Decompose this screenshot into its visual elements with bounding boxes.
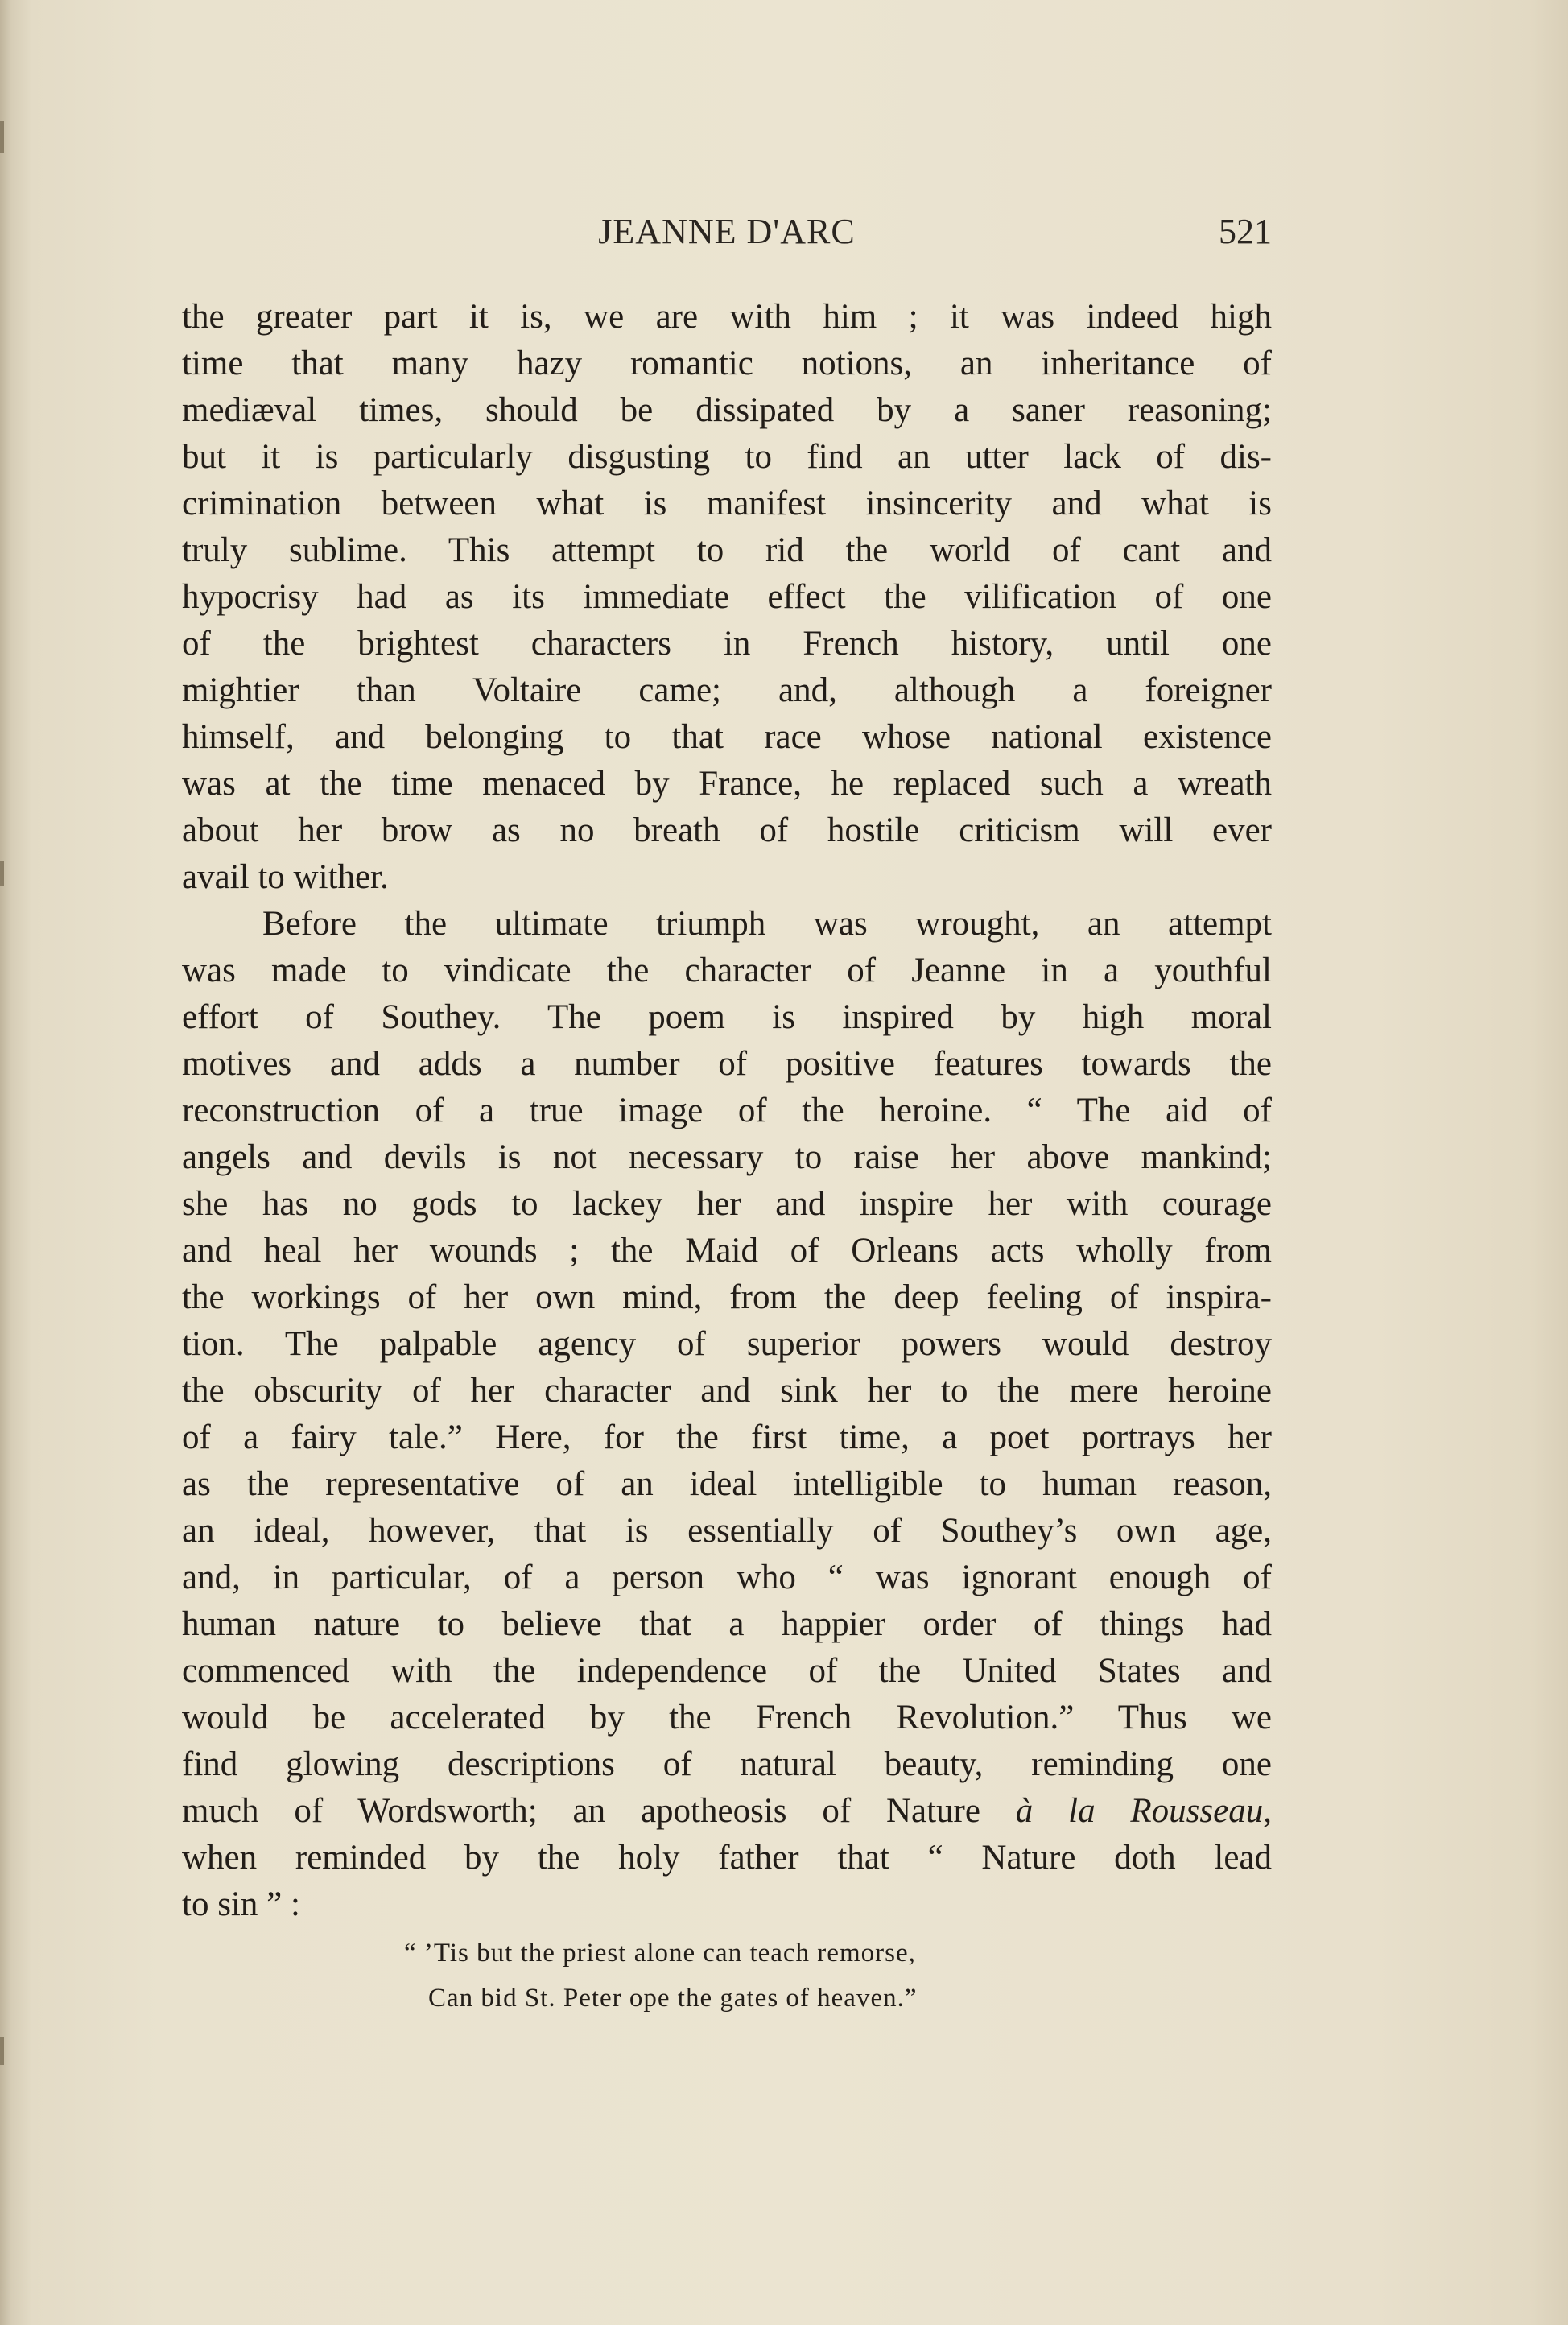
text-line: mediæval times, should be dissipated by a saner reasoning; xyxy=(182,391,1272,429)
text-line: hypocrisy had as its immediate effect the vilification of one xyxy=(182,578,1272,616)
text-line: avail to wither. xyxy=(182,858,389,896)
verse-quote xyxy=(182,1931,1272,2021)
text-line: and, in particular, of a person who “ was ignorant enough of xyxy=(182,1559,1272,1596)
text-line: an ideal, however, that is essentially of Southey’s own age, xyxy=(182,1512,1272,1550)
text-line: tion. The palpable agency of superior powers would destroy xyxy=(182,1325,1272,1363)
text-line: of the brightest characters in French history, until one xyxy=(182,625,1272,663)
text-line: she has no gods to lackey her and inspire her with courage xyxy=(182,1185,1272,1223)
text-line-part: much of Wordsworth; an apotheosis of Nature xyxy=(182,1792,1016,1830)
text-line: motives and adds a number of positive features towards the xyxy=(182,1045,1272,1083)
text-line: effort of Southey. The poem is inspired by high moral xyxy=(182,998,1272,1036)
spine-shadow xyxy=(0,121,4,153)
quote-line: “ ’Tis but the priest alone can teach remorse, xyxy=(404,1939,916,1968)
text-line: find glowing descriptions of natural beauty, reminding one xyxy=(182,1745,1272,1783)
text-line: crimination between what is manifest insincerity and what is xyxy=(182,485,1272,522)
text-line: the greater part it is, we are with him ; it was indeed high xyxy=(182,298,1272,336)
text-line: would be accelerated by the French Revolution.” Thus we xyxy=(182,1699,1272,1737)
text-line: was made to vindicate the character of Jeanne in a youthful xyxy=(182,952,1272,989)
spine-shadow xyxy=(0,861,4,886)
body-text xyxy=(182,294,1272,1928)
text-line: as the representative of an ideal intelligible to human reason, xyxy=(182,1465,1272,1503)
text-line: himself, and belonging to that race whose national existence xyxy=(182,718,1272,756)
text-line: of a fairy tale.” Here, for the first time, a poet portrays her xyxy=(182,1419,1272,1456)
text-line: truly sublime. This attempt to rid the world of cant and xyxy=(182,531,1272,569)
text-line: reconstruction of a true image of the heroine. “ The aid of xyxy=(182,1092,1272,1129)
text-line: when reminded by the holy father that “ Nature doth lead xyxy=(182,1839,1272,1877)
text-line: commenced with the independence of the United States and xyxy=(182,1652,1272,1690)
text-line: the obscurity of her character and sink her to the mere heroine xyxy=(182,1372,1272,1410)
text-line: and heal her wounds ; the Maid of Orleans acts wholly from xyxy=(182,1232,1272,1270)
text-line: but it is particularly disgusting to find an utter lack of dis- xyxy=(182,438,1272,476)
page-header xyxy=(182,211,1272,267)
text-line: mightier than Voltaire came; and, although a foreigner xyxy=(182,671,1272,709)
text-line: time that many hazy romantic notions, an inheritance of xyxy=(182,345,1272,382)
text-line: was at the time menaced by France, he replaced such a wreath xyxy=(182,765,1272,803)
text-line: to sin ” : xyxy=(182,1885,300,1923)
text-line: Before the ultimate triumph was wrought, an attempt xyxy=(262,905,1272,943)
text-line: human nature to believe that a happier order of things had xyxy=(182,1605,1272,1643)
text-line: angels and devils is not necessary to raise her above mankind; xyxy=(182,1138,1272,1176)
page-number: 521 xyxy=(1219,212,1272,251)
spine-shadow xyxy=(0,2037,4,2065)
text-line-rousseau xyxy=(182,1788,1272,1835)
quote-line: Can bid St. Peter ope the gates of heaven.” xyxy=(428,1984,918,2013)
text-line: the workings of her own mind, from the deep feeling of inspira- xyxy=(182,1278,1272,1316)
running-title: JEANNE D'ARC xyxy=(598,212,856,251)
text-line: about her brow as no breath of hostile criticism will ever xyxy=(182,811,1272,849)
italic-phrase: à la Rousseau, xyxy=(1015,1792,1272,1830)
